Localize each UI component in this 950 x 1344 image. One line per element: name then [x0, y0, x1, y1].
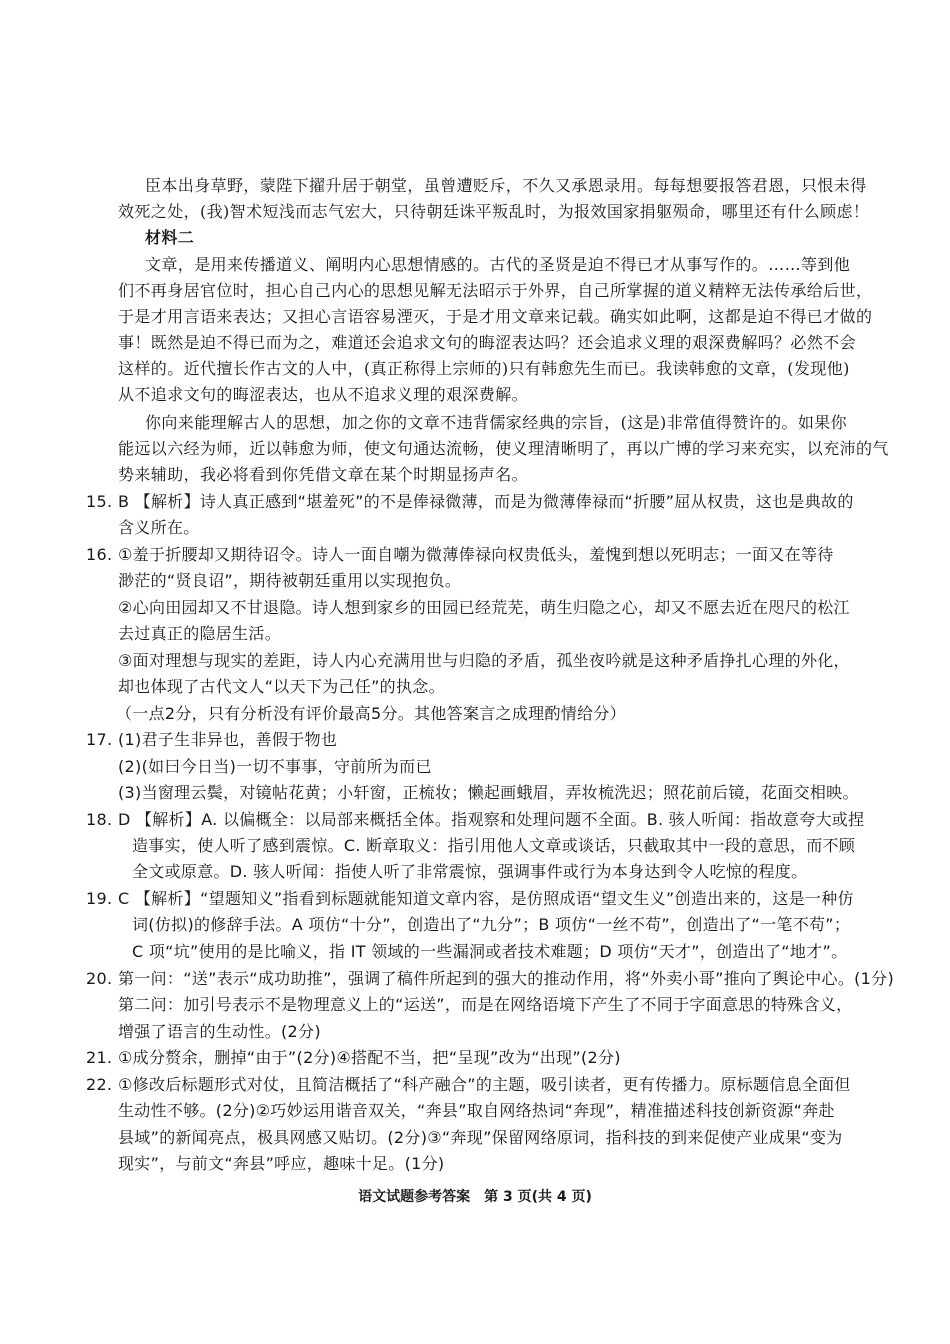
answer-22-line: 县域”的新闻亮点，极具网感又贴切。(2分)③“奔现”保留网络原词，指科技的到来促使产业成果“变为: [118, 1128, 843, 1147]
material-two-line: 从不追求文句的晦涩表达，也从不追求义理的艰深费解。: [118, 385, 529, 404]
answer-19-line: 词(仿拟)的修辞手法。A 项仿“十分”，创造出了“九分”；B 项仿“一丝不苟”，创造出了“一笔不苟”；: [132, 915, 851, 934]
answer-18-line: D 【解析】A. 以偏概全：以局部来概括全体。指观察和处理问题不全面。B. 骇人听闻：指故意夸大或捏: [118, 810, 865, 829]
answer-20-line: 第一问：“送”表示“成功助推”，强调了稿件所起到的强大的推动作用，将“外卖小哥”推向了舆论中心。(1分): [118, 969, 894, 988]
question-number-19: 19.: [86, 889, 113, 908]
material-two-line: 于是才用言语来表达；又担心言语容易湮灭，于是才用文章来记载。确实如此啊，这都是迫不得已才做的: [118, 307, 873, 326]
answer-17-line: (2)(如曰今日当)一切不事事，守前所为而已: [118, 757, 432, 776]
question-number-17: 17.: [86, 730, 113, 749]
material-one-line: 效死之处，(我)智术短浅而志气宏大，只待朝廷诛平叛乱时，为报效国家捐躯殒命，哪里还有什么顾虑！: [118, 202, 870, 221]
answer-18-line: 全文或原意。D. 骇人听闻：指使人听了非常震惊，强调事件或行为本身达到令人吃惊的程度。: [132, 862, 808, 881]
material-two-line: 这样的。近代擅长作古文的人中，(真正称得上宗师的)只有韩愈先生而已。我读韩愈的文章，(发现他): [118, 359, 850, 378]
answer-16-line: （一点2分，只有分析没有评价最高5分。其他答案言之成理酌情给分）: [116, 704, 626, 723]
answer-22-line: 生动性不够。(2分)②巧妙运用谐音双关，“奔县”取自网络热词“奔现”，精准描述科技创新资源“奔赴: [118, 1101, 835, 1120]
answer-17-line: (1)君子生非异也，善假于物也: [118, 730, 338, 749]
answer-22-line: 现实”，与前文“奔县”呼应，趣味十足。(1分): [118, 1154, 445, 1173]
material-two-heading: 材料二: [145, 228, 195, 247]
material-two-line: 势来辅助，我必将看到你凭借文章在某个时期显扬声名。: [118, 465, 529, 484]
material-two-line: 们不再身居官位时，担心自己内心的思想见解无法昭示于外界，自己所掌握的道义精粹无法传承给后世，: [118, 281, 873, 300]
question-number-21: 21.: [86, 1048, 113, 1067]
material-two-line: 事！既然是迫不得已而为之，难道还会追求文句的晦涩表达吗？还会追求义理的艰深费解吗？必然不会: [118, 333, 857, 352]
answer-19-line: C 项“坑”使用的是比喻义，指 IT 领域的一些漏洞或者技术难题；D 项仿“天才”，创造出了“地才”。: [132, 942, 848, 961]
answer-16-line: 却也体现了古代文人“以天下为己任”的执念。: [118, 677, 445, 696]
material-one-line: 臣本出身草野，蒙陛下擢升居于朝堂，虽曾遭贬斥，不久又承恩录用。每每想要报答君恩，只恨未得: [145, 176, 867, 195]
answer-16-line: ①羞于折腰却又期待诏令。诗人一面自嘲为微薄俸禄向权贵低头，羞愧到想以死明志；一面又在等待: [118, 545, 834, 564]
question-number-20: 20.: [86, 969, 113, 988]
answer-16-line: ③面对理想与现实的差距，诗人内心充满用世与归隐的矛盾，孤坐夜吟就是这种矛盾挣扎心理的外化，: [118, 651, 850, 670]
answer-16-line: ②心向田园却又不甘退隐。诗人想到家乡的田园已经荒芜，萌生归隐之心，却又不愿去近在咫尺的松江: [118, 598, 850, 617]
answer-21-line: ①成分赘余，删掉“由于”(2分)④搭配不当，把“呈现”改为“出现”(2分): [118, 1048, 621, 1067]
page-footer: 语文试题参考答案 第 3 页(共 4 页): [358, 1189, 592, 1205]
question-number-15: 15.: [86, 492, 113, 511]
answer-15-line: B 【解析】诗人真正感到“堪羞死”的不是俸禄微薄，而是为微薄俸禄而“折腰”屈从权贵，这也是典故的: [118, 492, 854, 511]
answer-15-line: 含义所在。: [118, 518, 200, 537]
material-two-line: 能远以六经为师，近以韩愈为师，使文句通达流畅，使义理清晰明了，再以广博的学习来充实，以充沛的气: [118, 439, 889, 458]
material-two-line: 你向来能理解古人的思想，加之你的文章不违背儒家经典的宗旨，(这是)非常值得赞许的。如果你: [145, 413, 848, 432]
answer-17-line: (3)当窗理云鬓，对镜帖花黄；小轩窗，正梳妆；懒起画蛾眉，弄妆梳洗迟；照花前后镜，花面交相映。: [118, 783, 859, 802]
question-number-18: 18.: [86, 810, 113, 829]
material-two-line: 文章，是用来传播道义、阐明内心思想情感的。古代的圣贤是迫不得已才从事写作的。……等到他: [145, 255, 851, 274]
answer-19-line: C 【解析】“望题知义”指看到标题就能知道文章内容，是仿照成语“望文生义”创造出来的，这是一种仿: [118, 889, 854, 908]
answer-16-line: 渺茫的“贤良诏”，期待被朝廷重用以实现抱负。: [118, 571, 462, 590]
answer-18-line: 造事实，使人听了感到震惊。C. 断章取义：指引用他人文章或谈话，只截取其中一段的意思，而不顾: [132, 836, 856, 855]
question-number-22: 22.: [86, 1075, 113, 1094]
question-number-16: 16.: [86, 545, 113, 564]
answer-22-line: ①修改后标题形式对仗，且简洁概括了“科产融合”的主题，吸引读者，更有传播力。原标题信息全面但: [118, 1075, 851, 1094]
answer-16-line: 去过真正的隐居生活。: [118, 624, 282, 643]
answer-20-line: 第二问：加引号表示不是物理意义上的“运送”，而是在网络语境下产生了不同于字面意思的特殊含义，: [118, 995, 853, 1014]
answer-20-line: 增强了语言的生动性。(2分): [118, 1022, 321, 1041]
